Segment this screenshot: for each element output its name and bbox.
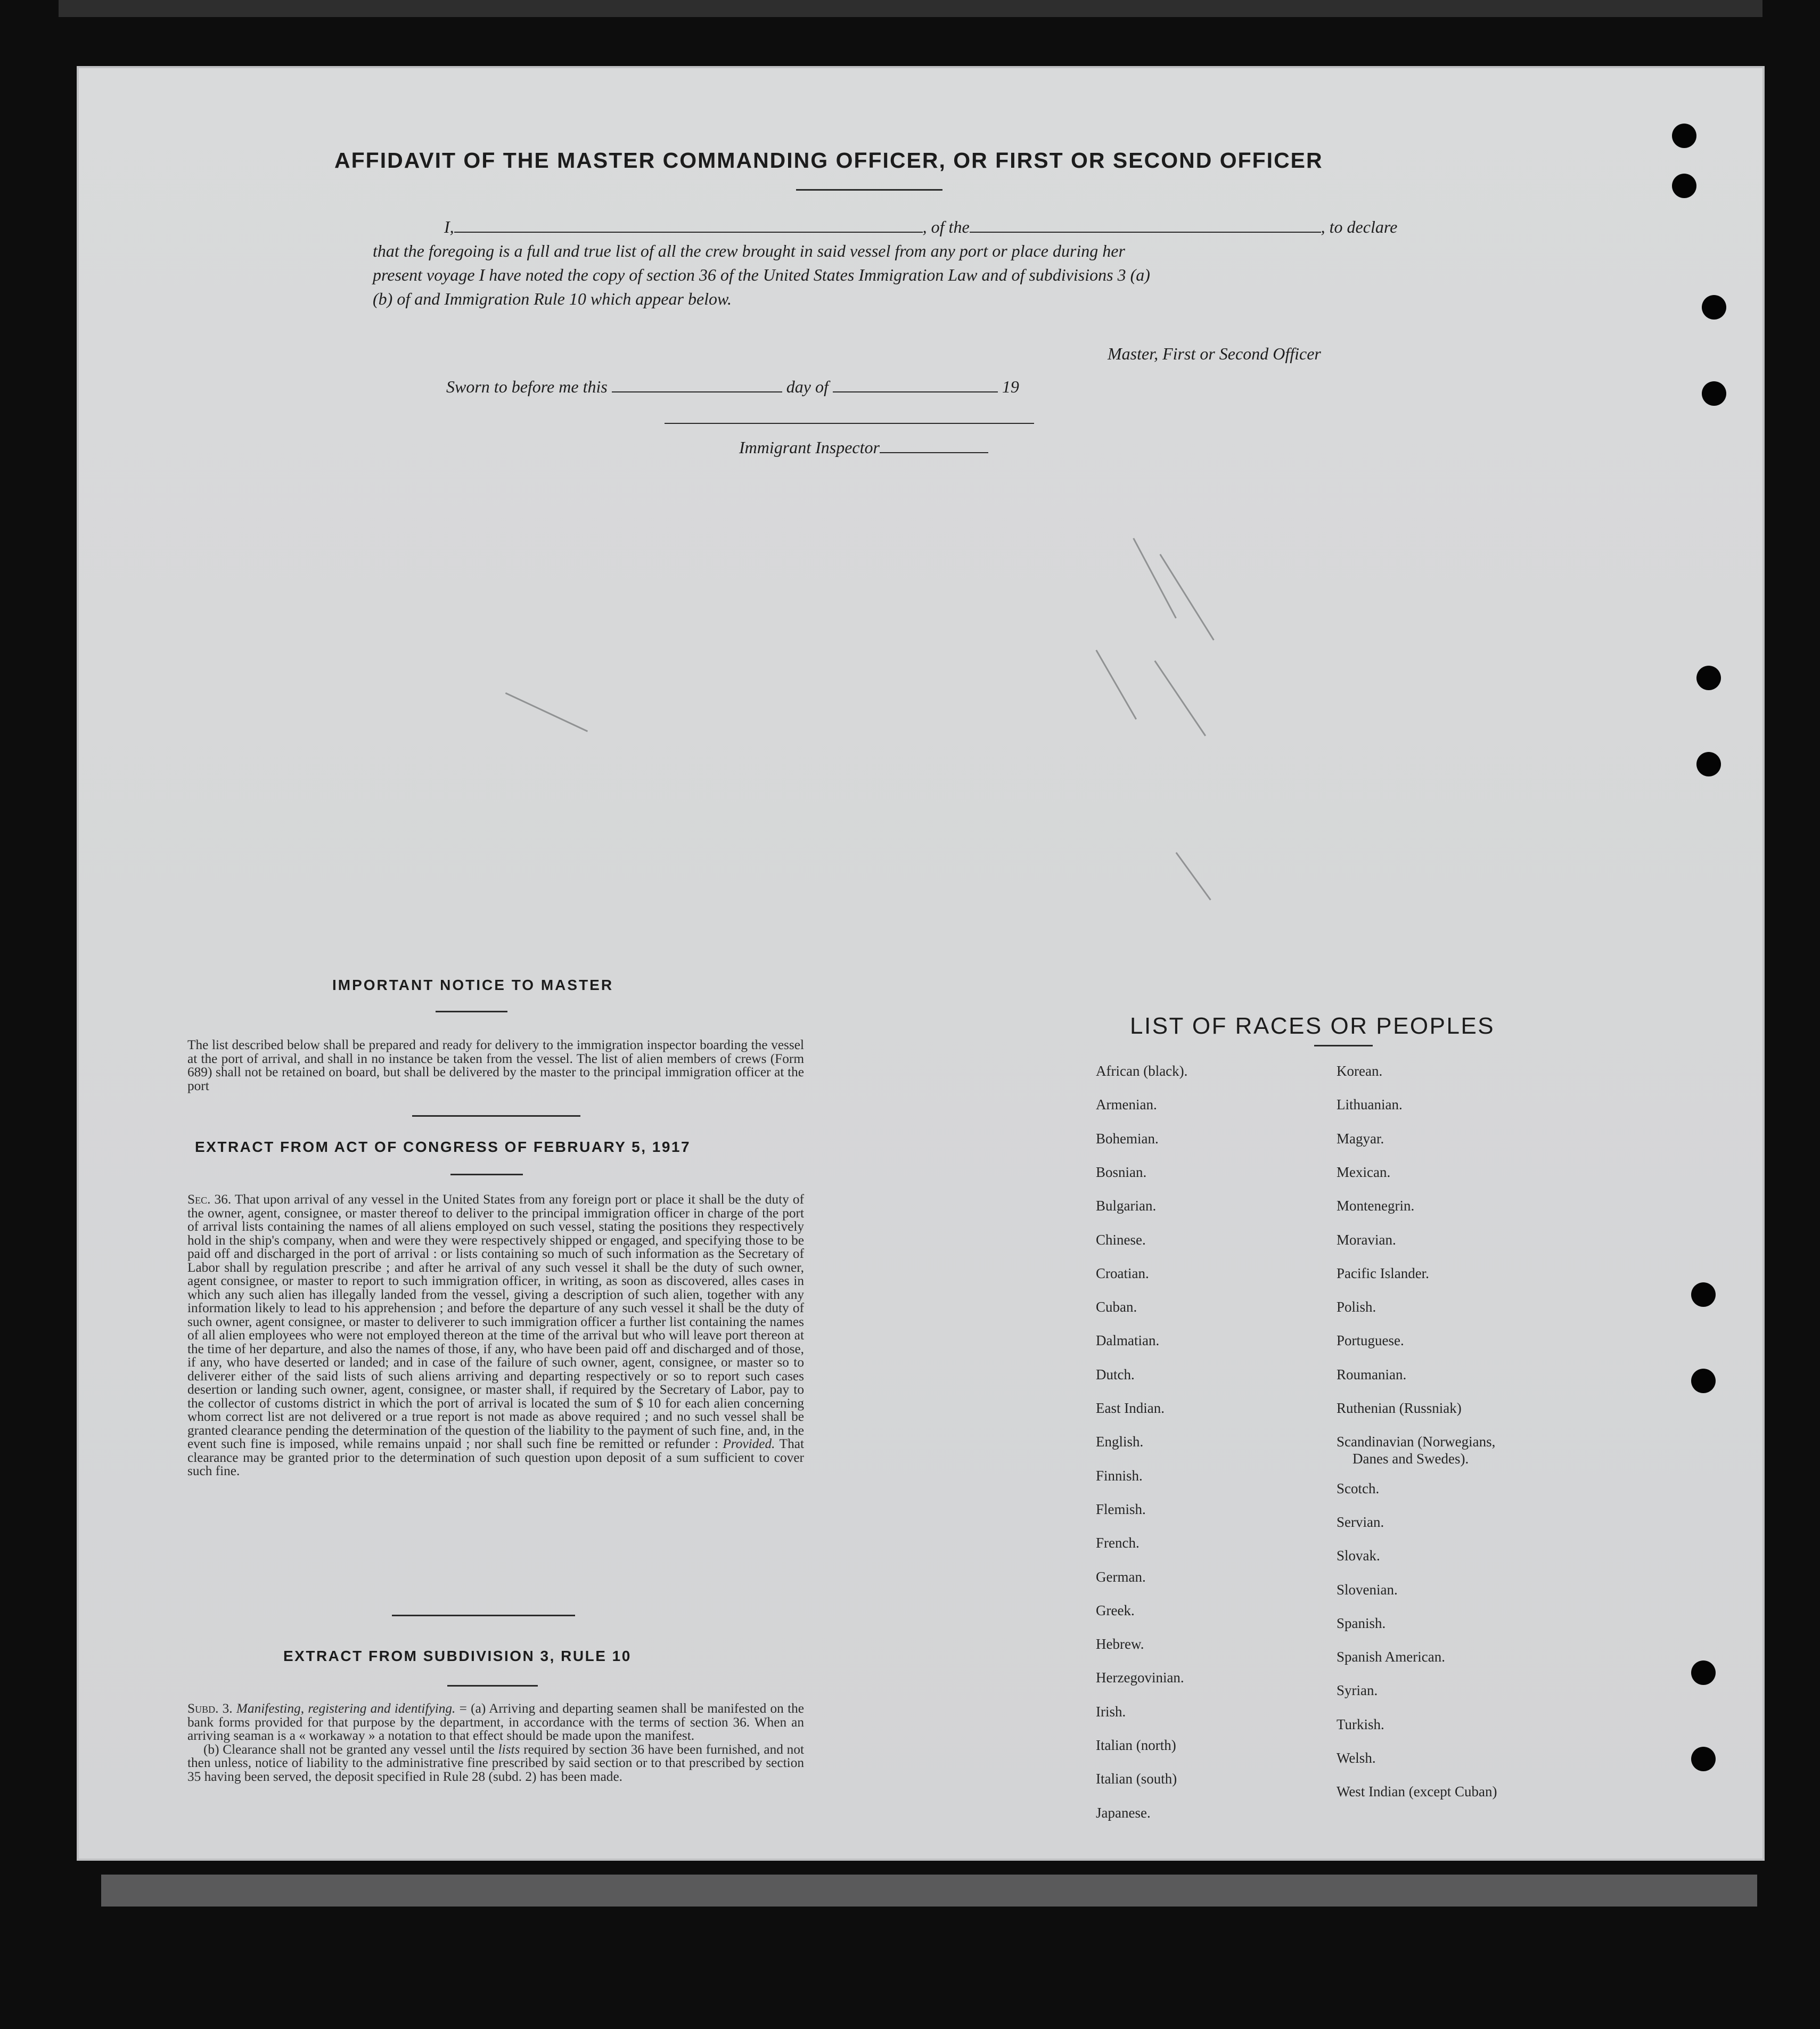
inspector-label: Immigrant Inspector: [739, 438, 880, 457]
race-item: Dalmatian.: [1096, 1332, 1160, 1349]
provided-label: Provided.: [723, 1436, 775, 1451]
subd-b-end: required by section 36 have been furnished, and not then unless, notice of liability to the administrative fine prescribed by said section or to that prescribed by section 35 having been served, the deposit specified in Rule 28 (subd. 2) has been made.: [187, 1741, 805, 1784]
race-item: German.: [1096, 1568, 1146, 1585]
of-the-label: , of the: [922, 217, 970, 236]
extract-act-text: [187, 1193, 804, 1478]
notice-title: IMPORTANT NOTICE TO MASTER: [332, 977, 614, 993]
declaration-i: I,: [444, 217, 454, 236]
extract-act-underline: [450, 1174, 523, 1175]
race-item: Bosnian.: [1096, 1164, 1147, 1180]
extract-act-title: EXTRACT FROM ACT OF CONGRESS OF FEBRUARY 5, 1917: [195, 1139, 691, 1155]
race-item: English.: [1096, 1434, 1144, 1450]
race-item: Spanish American.: [1337, 1649, 1445, 1665]
declaration-line-3: present voyage I have noted the copy of section 36 of the United States Immigration Law and of subdivisions 3 (a): [373, 265, 1150, 284]
race-item: Lithuanian.: [1337, 1097, 1403, 1113]
name-field[interactable]: [454, 232, 923, 233]
inspector-line: [739, 438, 988, 457]
race-item: Slovak.: [1337, 1548, 1380, 1564]
punch-hole: [1691, 1369, 1716, 1393]
notice-text: The list described below shall be prepared and ready for delivery to the immigration inspector boarding the vessel at the port of arrival, and shall in no instance be taken from the vessel. The list of alien members of crews (Form 689) shall not be retained on board, but shall be delivered by the master to the principal immigration officer at the port: [187, 1037, 804, 1093]
race-item: Herzegovinian.: [1096, 1670, 1184, 1686]
race-item: Moravian.: [1337, 1231, 1396, 1248]
race-item: Bohemian.: [1096, 1130, 1159, 1147]
race-item: Finnish.: [1096, 1467, 1143, 1484]
race-item: Polish.: [1337, 1299, 1376, 1315]
notice-separator: [412, 1115, 580, 1117]
extract-act-separator: [392, 1615, 575, 1616]
race-item: Irish.: [1096, 1703, 1126, 1720]
punch-hole: [1702, 295, 1726, 320]
subd-b-lists: lists: [498, 1741, 520, 1757]
race-item: Ruthenian (Russniak): [1337, 1400, 1462, 1416]
race-item: French.: [1096, 1535, 1139, 1551]
sworn-line: [446, 377, 1019, 397]
race-item: East Indian.: [1096, 1400, 1165, 1416]
punch-hole: [1696, 752, 1721, 776]
race-item: Spanish.: [1337, 1615, 1386, 1631]
blank-rule: [665, 423, 1034, 424]
race-item: Armenian.: [1096, 1097, 1157, 1113]
inspector-field[interactable]: [880, 452, 988, 453]
affidavit-declaration: [373, 215, 1406, 311]
race-item: Servian.: [1337, 1513, 1384, 1530]
scan-top-edge: [59, 0, 1762, 17]
vessel-field[interactable]: [970, 232, 1321, 233]
extract-rule-text: [187, 1702, 804, 1783]
punch-hole: [1691, 1282, 1716, 1307]
race-item: Turkish.: [1337, 1716, 1384, 1732]
title-underline: [796, 189, 942, 191]
declaration-line-2: that the foregoing is a full and true list of all the crew brought in said vessel from any port or place during her: [373, 241, 1125, 260]
section-label: Sec. 36.: [187, 1192, 232, 1207]
signature-label: Master, First or Second Officer: [1108, 344, 1321, 363]
race-item: Italian (north): [1096, 1737, 1176, 1753]
subd-title: Manifesting, registering and identifying.: [236, 1701, 456, 1716]
race-item: Bulgarian.: [1096, 1198, 1157, 1214]
race-item: Dutch.: [1096, 1366, 1135, 1382]
day-of-label: day of: [786, 377, 829, 396]
race-item: Greek.: [1096, 1602, 1135, 1618]
race-item: Korean.: [1337, 1063, 1383, 1079]
race-item: Chinese.: [1096, 1231, 1146, 1248]
race-item: Montenegrin.: [1337, 1198, 1415, 1214]
race-item: Mexican.: [1337, 1164, 1391, 1180]
declaration-line-4: (b) of and Immigration Rule 10 which appear below.: [373, 289, 732, 308]
notice-underline: [436, 1011, 507, 1012]
extract-rule-underline: [447, 1685, 538, 1687]
scan-bottom-edge: [101, 1875, 1757, 1907]
sworn-day-field[interactable]: [612, 391, 782, 392]
section-36-text: That upon arrival of any vessel in the United States from any foreign port or place it shall be the duty of the owner, agent, consignee, or master thereof to deliver to the principal immigration officer in charge of the port of arrival lists containing the names of all aliens employed on such vessel, stating the positions they respectively hold in the ship's company, when and were they were respectively shipped or engaged, and specifying those to be paid off and discharged in the port of arrival : or lists containing so much of such information as the Secretary of Labor shall by regulation prescribe ; and after he arrival of any such vessel it shall be the duty of such owner, agent consignee, or master to report to such immigration officer, in writing, as soon as discovered, alles cases in which any such alien has illegally landed from the vessel, giving a description of such alien, together with any information likely to lead to his apprehension ; and before the departure of any such vessel it shall be the duty of such owner, agent consignee, or master to deliverer to such immigration officer a further list containing the names of all alien employees who were not employed thereon at the time of the arrival but who will leave port thereon at the time of her departure, and also the names of those, if any, who have been paid off and discharged and of those, if any, who have deserted or landed; and in case of the failure of such owner, agent, consignee, or master so to deliverer either of the said lists of such aliens arriving and departing respectively or so to report such cases desertion or landing such owner, agent, consignee, or master shall, if required by the Secretary of Labor, pay to the collector of customs district in which the port of arrival is located the sum of $ 10 for each alien concerning whom correct list are not delivered or a true report is not made as above required ; and no such vessel shall be granted clearance pending the determination of the question of the liability to the payment of such fine, and, in the event such fine is imposed, while remains unpaid ; nor shall such fine be remitted or refunder :: [187, 1192, 804, 1451]
race-item: Scotch.: [1337, 1480, 1380, 1496]
subd-b-start: (b) Clearance shall not be granted any vessel until the: [203, 1741, 495, 1757]
subd-a-text: = (a) Arriving and departing seamen shall be manifested on the bank forms provided for that purpose by the department, in accordance with the terms of section 36. When an arriving seaman is a « workaway » a notation to that effect should be made upon the manifest.: [187, 1701, 804, 1743]
races-title: LIST OF RACES OR PEOPLES: [1130, 1013, 1495, 1039]
race-item: Flemish.: [1096, 1501, 1146, 1517]
sworn-label: Sworn to before me this: [446, 377, 608, 396]
race-item: West Indian (except Cuban): [1337, 1783, 1497, 1800]
affidavit-title: AFFIDAVIT OF THE MASTER COMMANDING OFFICER, OR FIRST OR SECOND OFFICER: [334, 148, 1323, 173]
race-item: Welsh.: [1337, 1750, 1376, 1766]
extract-rule-title: EXTRACT FROM SUBDIVISION 3, RULE 10: [283, 1648, 632, 1664]
race-item: Portuguese.: [1337, 1332, 1404, 1349]
sworn-month-field[interactable]: [833, 391, 998, 392]
race-item: Syrian.: [1337, 1682, 1378, 1699]
race-item: Croatian.: [1096, 1265, 1149, 1281]
subd-label: Subd. 3.: [187, 1701, 233, 1716]
punch-hole: [1672, 124, 1696, 148]
race-item: Japanese.: [1096, 1804, 1151, 1821]
race-item: Roumanian.: [1337, 1366, 1407, 1382]
race-item: Danes and Swedes).: [1352, 1451, 1469, 1467]
document-page: [79, 68, 1762, 1859]
race-item: Scandinavian (Norwegians,: [1337, 1434, 1496, 1450]
race-item: Slovenian.: [1337, 1581, 1398, 1598]
punch-hole: [1672, 174, 1696, 198]
section-36-end: That clearance may be granted prior to the determination of such question upon deposit of a sum sufficient to cover such fine.: [187, 1436, 804, 1478]
declaration-line-1: [373, 215, 1406, 239]
race-item: Cuban.: [1096, 1299, 1137, 1315]
race-item: African (black).: [1096, 1063, 1188, 1079]
punch-hole: [1696, 666, 1721, 690]
race-item: Magyar.: [1337, 1130, 1384, 1147]
punch-hole: [1702, 381, 1726, 406]
race-item: Pacific Islander.: [1337, 1265, 1429, 1281]
year-label: 19: [1002, 377, 1019, 396]
punch-hole: [1691, 1660, 1716, 1685]
punch-hole: [1691, 1747, 1716, 1771]
to-declare-label: , to declare: [1321, 217, 1398, 236]
race-item: Hebrew.: [1096, 1636, 1144, 1652]
race-item: Italian (south): [1096, 1771, 1177, 1787]
races-underline: [1314, 1045, 1373, 1046]
